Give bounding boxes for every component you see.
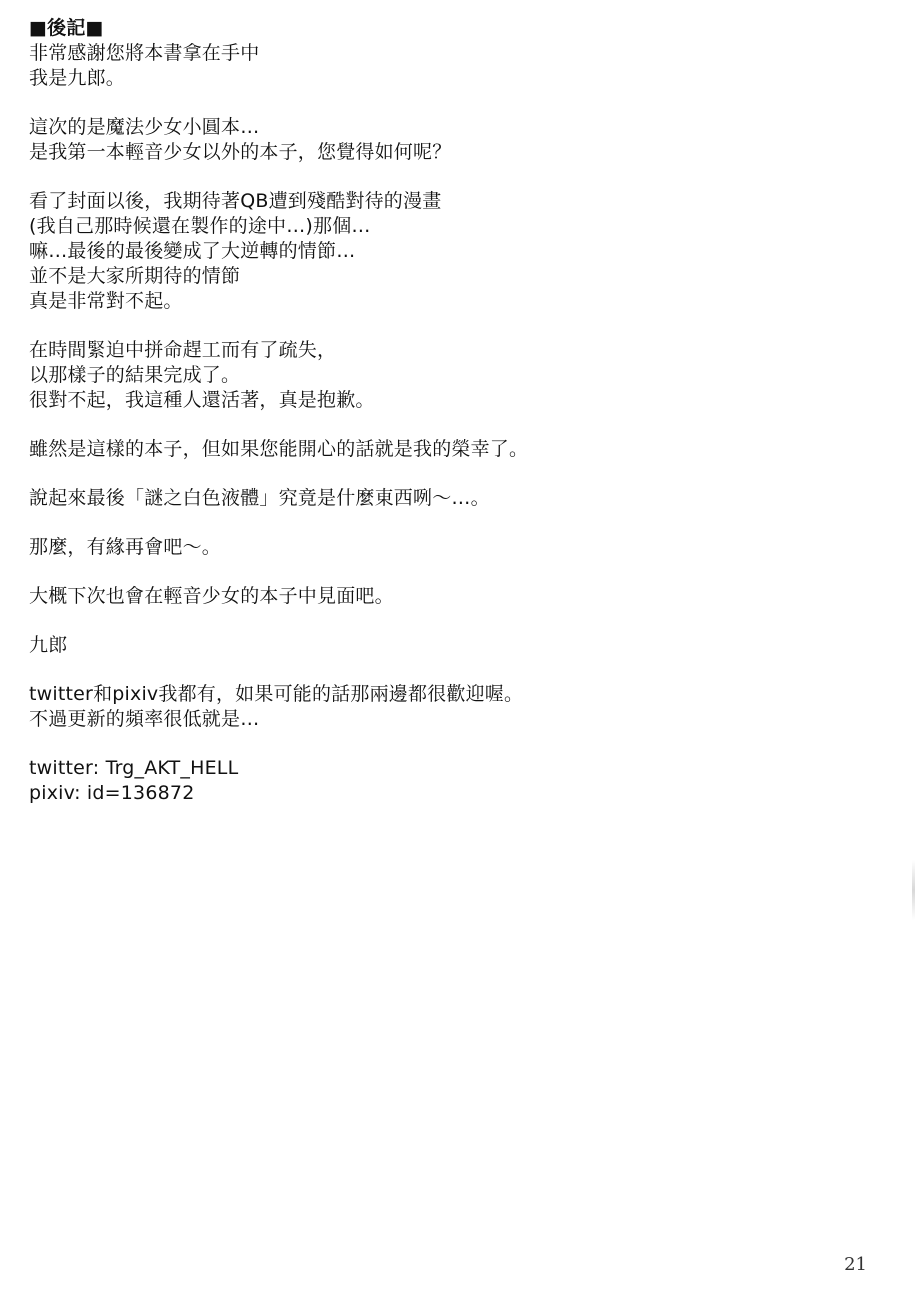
text-line: 在時間緊迫中拼命趕工而有了疏失， xyxy=(29,339,337,361)
text-line: 不過更新的頻率很低就是… xyxy=(29,708,260,730)
text-line: 真是非常對不起。 xyxy=(29,290,183,312)
text-line: 我是九郎。 xyxy=(29,67,126,89)
text-line: 是我第一本輕音少女以外的本子，您覺得如何呢？ xyxy=(29,141,452,163)
text-line: 大概下次也會在輕音少女的本子中見面吧。 xyxy=(29,585,394,607)
afterword-heading: ■後記■ xyxy=(29,17,104,39)
twitter-handle: twitter: Trg_AKT_HELL xyxy=(29,757,239,779)
text-line: (我自己那時候還在製作的途中…)那個… xyxy=(29,215,371,237)
text-line: 雖然是這樣的本子，但如果您能開心的話就是我的榮幸了。 xyxy=(29,438,529,460)
text-line: 說起來最後「謎之白色液體」究竟是什麼東西咧～…。 xyxy=(29,487,490,509)
text-line: 以那樣子的結果完成了。 xyxy=(29,364,241,386)
pixiv-id: pixiv: id=136872 xyxy=(29,782,195,804)
text-line: 那麼，有緣再會吧～。 xyxy=(29,536,222,558)
text-line: twitter和pixiv我都有，如果可能的話那兩邊都很歡迎喔。 xyxy=(29,683,524,705)
text-line: 非常感謝您將本書拿在手中 xyxy=(29,42,260,64)
afterword-text xyxy=(29,16,869,806)
text-line: 並不是大家所期待的情節 xyxy=(29,265,241,287)
text-line: 很對不起，我這種人還活著，真是抱歉。 xyxy=(29,389,375,411)
page-number: 21 xyxy=(844,1254,867,1275)
text-line: 看了封面以後，我期待著QB遭到殘酷對待的漫畫 xyxy=(29,190,442,212)
author-signature: 九郎 xyxy=(29,634,68,656)
text-line: 嘛…最後的最後變成了大逆轉的情節… xyxy=(29,240,356,262)
text-line: 這次的是魔法少女小圓本… xyxy=(29,116,260,138)
